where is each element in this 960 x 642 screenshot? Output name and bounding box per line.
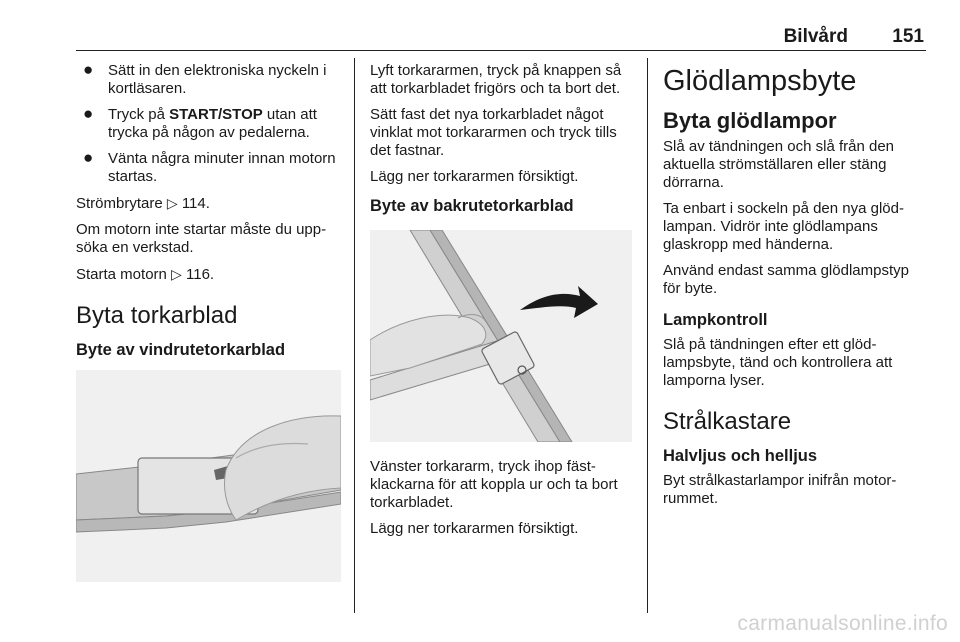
header-rule [76,50,926,51]
page-header [76,26,926,48]
bullet-icon: ● [83,104,94,123]
section-heading: Strålkastare [663,408,792,435]
page-reference: Starta motorn ▷ 116. [76,266,215,283]
column-divider-1 [354,58,355,613]
windscreen-wiper-illustration [76,370,341,582]
list-item: ● Sätt in den elektroniska nyckeln i kortläsaren. [83,60,327,97]
page-reference: Strömbrytare ▷ 114. [76,195,210,212]
column-left [76,62,341,592]
column-right [663,62,928,516]
column-middle [370,62,632,546]
bullet-list [76,62,341,186]
rear-wiper-image [370,230,632,442]
bullet-icon: ● [83,60,94,79]
paragraph: Sätt fast det nya torkarbladet något vinklat mot torkararmen och tryck tills det fastnar. [370,106,617,159]
section-heading: Glödlampsbyte [663,65,857,97]
page-ref-arrow-icon: ▷ [171,266,182,282]
page-number: 151 [892,26,924,47]
subsection-heading: Byte av vindrutetorkarblad [76,341,286,359]
paragraph: Lägg ner torkararmen försiktigt. [370,168,579,185]
list-item: ● Vänta några minuter innan motorn startas. [83,148,336,185]
list-item: ● Tryck på START/STOP utan att trycka på någon av pedalerna. [83,104,317,141]
paragraph: Slå på tändningen efter ett glöd-lampsbyte, tänd och kontrollera att lamporna lyser. [663,336,893,389]
subsection-heading: Byta glödlampor [663,108,837,133]
paragraph: Om motorn inte startar måste du upp-söka en verkstad. [76,221,327,256]
bullet-icon: ● [83,148,94,167]
rear-wiper-illustration [370,230,632,442]
column-divider-2 [647,58,648,613]
paragraph: Ta enbart i sockeln på den nya glöd-lampan. Vidrör inte glödlampans glaskropp med händerna. [663,200,904,253]
wiper-blade-image [76,370,341,582]
subsection-heading: Lampkontroll [663,311,768,329]
paragraph: Slå av tändningen och slå från den aktuella strömställaren eller stäng dörrarna. [663,138,894,191]
section-heading: Byta torkarblad [76,302,238,329]
subsection-heading: Byte av bakrutetorkarblad [370,197,574,215]
subsection-heading: Halvljus och helljus [663,447,818,465]
watermark: carmanualsonline.info [737,612,948,635]
section-title: Bilvård [783,26,848,47]
button-name: START/STOP [169,106,263,123]
figure-caption: Vänster torkararm, tryck ihop fäst-klackarna för att koppla ur och ta bort torkarbladet. [370,458,618,511]
paragraph: Lägg ner torkararmen försiktigt. [370,520,579,537]
paragraph: Byt strålkastarlampor inifrån motor-rummet. [663,472,897,507]
paragraph: Lyft torkararmen, tryck på knappen så att torkarbladet frigörs och ta bort det. [370,62,622,97]
page-ref-arrow-icon: ▷ [166,195,178,211]
paragraph: Använd endast samma glödlampstyp för byte. [663,262,909,297]
